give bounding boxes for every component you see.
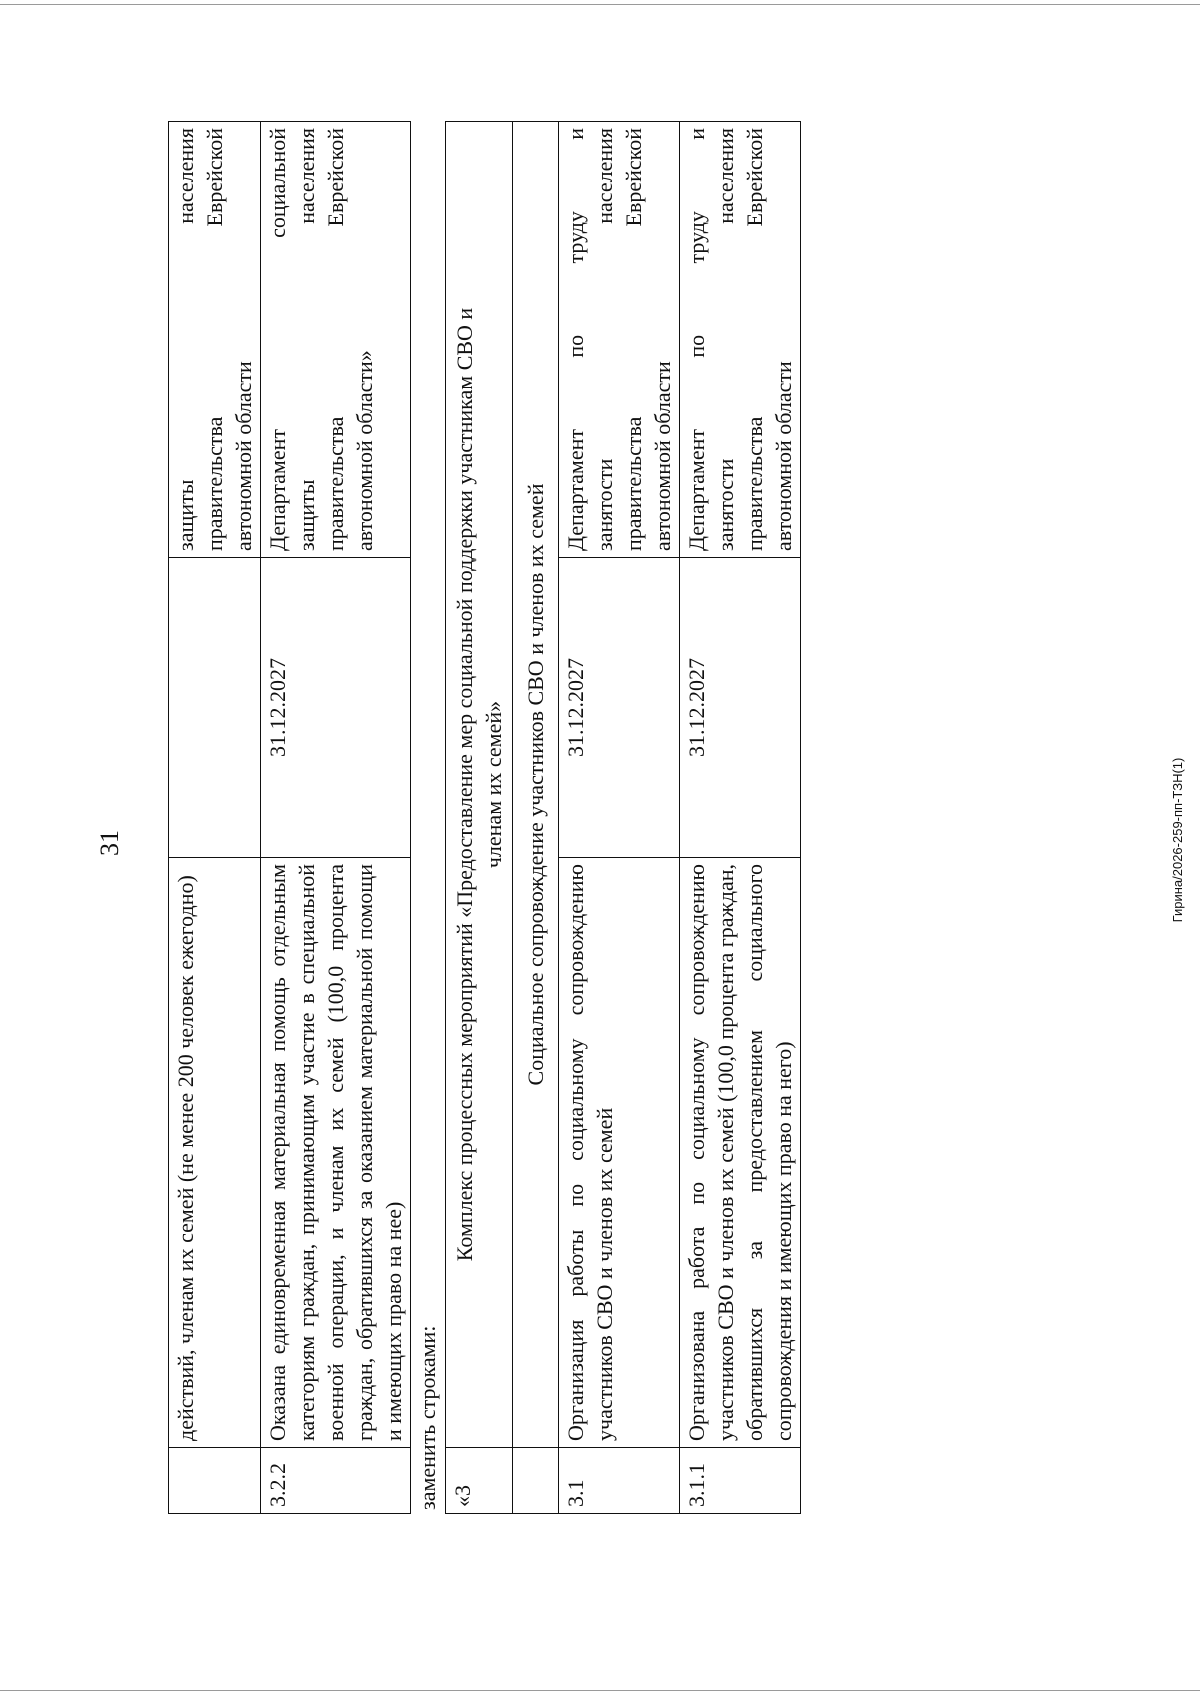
scan-top-line [0,4,1200,5]
row-number: 3.1.1 [680,1448,801,1514]
dept-line: автономной области» [352,350,377,551]
dept-line: Департамент социальной [265,128,290,551]
replace-instruction: заменить строками: [415,1325,440,1510]
row-department [169,122,261,558]
dept-line: автономной области [231,361,256,551]
table-header-row [446,121,513,1513]
dept-line: защиты населения [294,128,319,551]
table-row [680,121,801,1513]
dept-line: защиты населения [173,128,198,551]
row-text: Организация работы по социальному сопровождению участников СВО и членов их семей [559,858,680,1448]
row-number [169,1448,261,1514]
page-number: 31 [95,830,124,856]
row-department [261,122,411,558]
dept-line: Департамент по труду и [684,127,709,551]
row-text: Организована работа по социальному сопровождению участников СВО и членов их семей (100,0 процента граждан, обратившихся за предоставлением социального сопровождения и имеющих право на него) [680,858,801,1448]
row-department [559,121,680,557]
table-bottom [445,121,801,1514]
row-text: действий, членам их семей (не менее 200 человек ежегодно) [169,858,261,1448]
header-text: Комплекс процессных мероприятий «Предоставление мер социальной поддержки участникам СВО и членам их семей» [446,121,513,1447]
table-row [559,121,680,1513]
row-number: 3.2.2 [261,1448,411,1514]
row-department [680,121,801,557]
row-date: 31.12.2027 [261,558,411,858]
subheader-text: Социальное сопровождение участников СВО и членов их семей [513,121,559,1447]
table-top [168,121,411,1514]
footer-code: Гирина/2026-259-пп-ТЗН(1) [1170,757,1185,923]
dept-line: правительства Еврейской [742,127,767,551]
document-body [168,122,928,1514]
dept-line: занятости населения [713,127,738,551]
dept-line: Департамент по труду и [563,127,588,551]
header-number: «3 [446,1448,513,1514]
row-date: 31.12.2027 [680,558,801,858]
dept-line: правительства Еврейской [621,127,646,551]
dept-line: правительства Еврейской [202,128,227,551]
table-row [261,122,411,1514]
dept-line: автономной области [650,361,675,551]
dept-line: автономной области [771,361,796,551]
row-text: Оказана единовременная материальная помощь отдельным категориям граждан, принимающим участие в специальной военной операции, и членам их семей (100,0 процента граждан, обратившихся за оказанием материальной помощи и имеющих право на нее) [261,858,411,1448]
row-date [169,558,261,858]
dept-line: занятости населения [592,127,617,551]
row-date: 31.12.2027 [559,558,680,858]
scan-bottom-line [0,1690,1200,1691]
table-row [169,122,261,1514]
subheader-number [513,1448,559,1514]
dept-line: правительства Еврейской [323,128,348,551]
table-subheader-row [513,121,559,1513]
row-number: 3.1 [559,1448,680,1514]
